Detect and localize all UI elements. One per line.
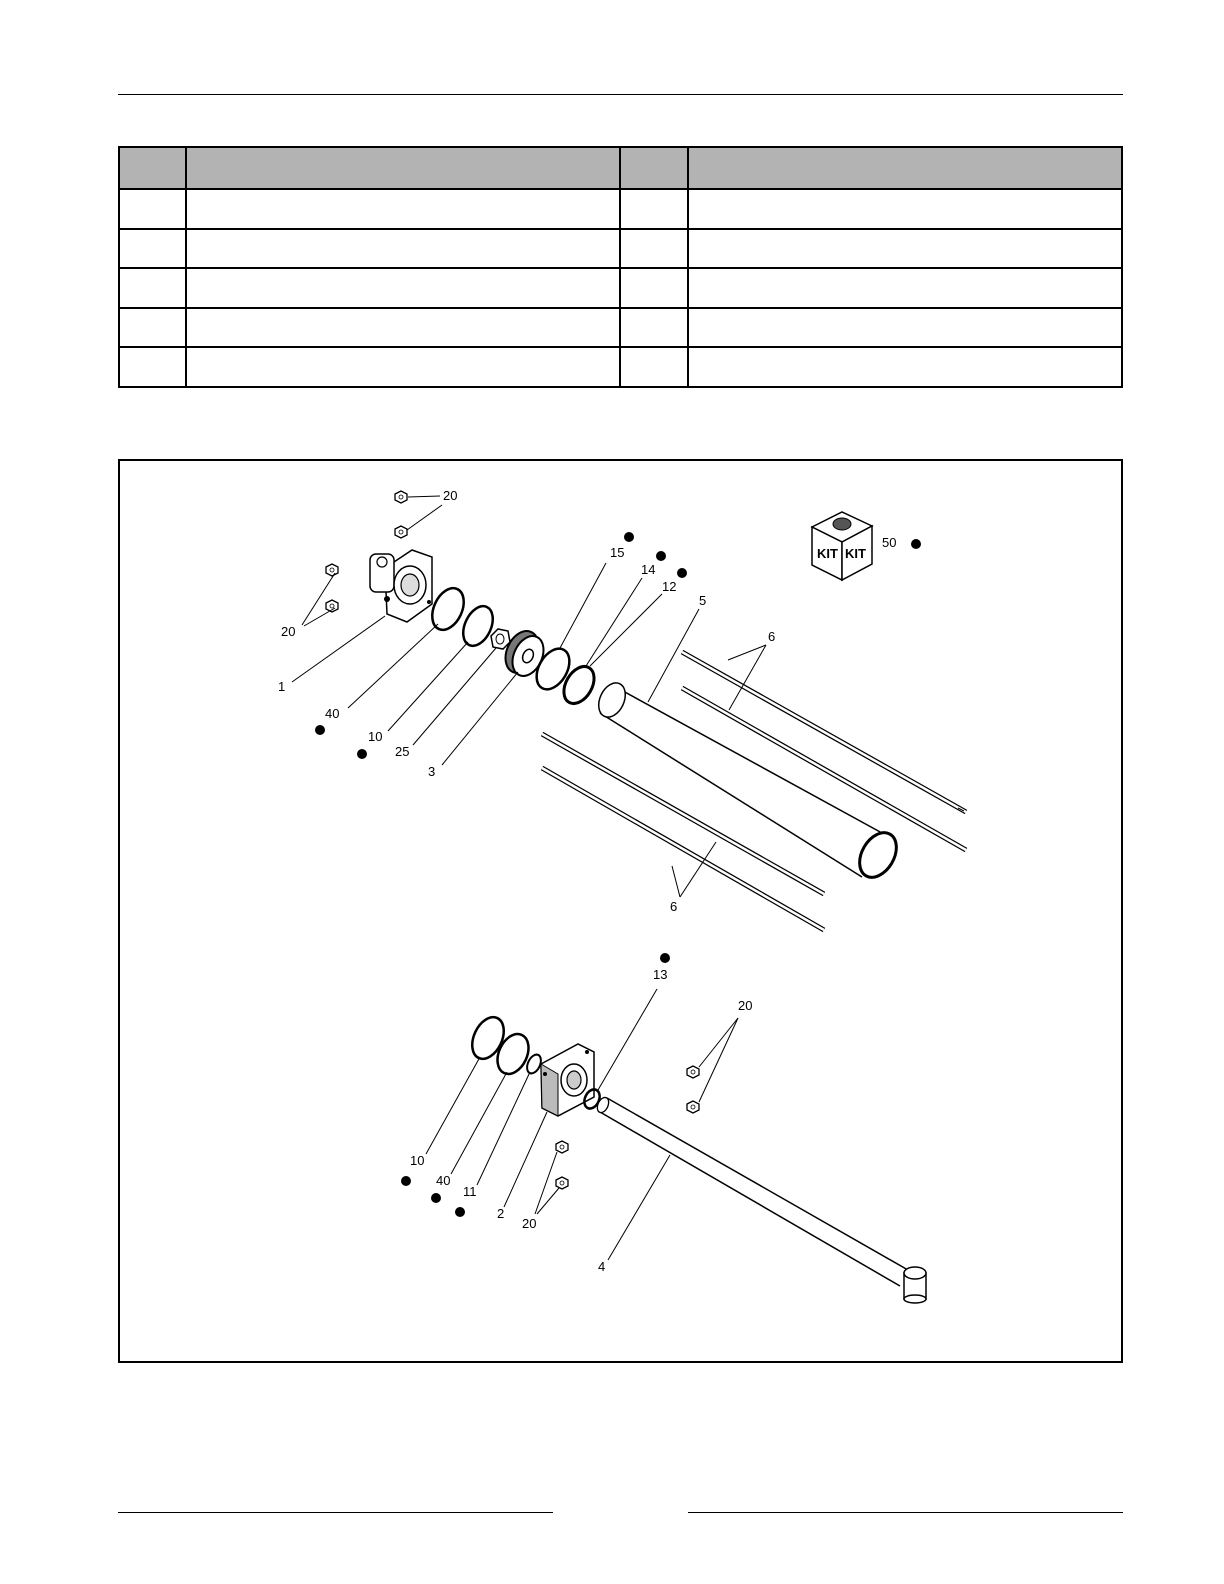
callout-1: 1	[278, 679, 286, 694]
hex-nut-icon	[326, 564, 338, 576]
callout-4: 4	[598, 1259, 606, 1274]
seal-marker-icon	[911, 539, 921, 549]
hex-nut-icon	[556, 1177, 568, 1189]
seal-marker-icon	[656, 551, 666, 561]
table-row	[119, 268, 1122, 308]
seal-marker-icon	[660, 953, 670, 963]
seal-12	[558, 661, 601, 709]
table-cell	[620, 308, 688, 348]
table-cell	[186, 229, 620, 269]
table-cell	[119, 347, 186, 387]
footer-rule-left	[118, 1512, 553, 1513]
footer-rule-right	[688, 1512, 1123, 1513]
table-cell	[688, 308, 1122, 348]
table-cell	[186, 308, 620, 348]
hex-nut-icon	[395, 526, 407, 538]
seal-marker-icon	[401, 1176, 411, 1186]
table-cell	[119, 308, 186, 348]
kit-label-right: KIT	[845, 546, 866, 561]
callout-13: 13	[653, 967, 668, 982]
tie-rod-top-upper	[682, 652, 966, 812]
callout-50: 50	[882, 535, 897, 550]
table-cell	[688, 229, 1122, 269]
hex-nut-icon	[687, 1066, 699, 1078]
hex-nut-icon	[395, 491, 407, 503]
parts-table	[118, 146, 1123, 388]
table-cell	[688, 268, 1122, 308]
table-header-cell	[688, 147, 1122, 189]
callout-14: 14	[641, 562, 656, 577]
table-cell	[688, 189, 1122, 229]
callout-20: 20	[522, 1216, 537, 1231]
callout-3: 3	[428, 764, 436, 779]
table-cell	[620, 268, 688, 308]
kit-label-left: KIT	[817, 546, 838, 561]
callout-20: 20	[738, 998, 753, 1013]
tie-rod-bottom-lower	[542, 768, 824, 930]
callout-40: 40	[325, 706, 340, 721]
table-cell	[119, 268, 186, 308]
callout-12: 12	[662, 579, 677, 594]
table-row	[119, 229, 1122, 269]
callout-20: 20	[443, 488, 458, 503]
callout-6: 6	[768, 629, 776, 644]
callout-40: 40	[436, 1173, 451, 1188]
table-header-cell	[620, 147, 688, 189]
callout-25: 25	[395, 744, 410, 759]
callout-6: 6	[670, 899, 678, 914]
tie-rod-bottom-upper	[542, 734, 824, 894]
o-ring-10-bottom	[466, 1012, 510, 1064]
table-cell	[620, 229, 688, 269]
table-header-row	[119, 147, 1122, 189]
callout-20: 20	[281, 624, 296, 639]
seal-marker-icon	[624, 532, 634, 542]
callout-2: 2	[497, 1206, 505, 1221]
table-cell	[186, 268, 620, 308]
piston-rod-4	[595, 1096, 926, 1303]
table-cell	[186, 189, 620, 229]
locknut-25	[491, 629, 510, 649]
seal-marker-icon	[357, 749, 367, 759]
table-cell	[119, 229, 186, 269]
hex-nut-icon	[556, 1141, 568, 1153]
table-row	[119, 189, 1122, 229]
seal-marker-icon	[431, 1193, 441, 1203]
kit-box-icon	[812, 512, 872, 580]
hex-nut-icon	[687, 1101, 699, 1113]
callout-15: 15	[610, 545, 625, 560]
table-row	[119, 347, 1122, 387]
hydraulic-cylinder-diagram	[120, 461, 1121, 1361]
table-cell	[688, 347, 1122, 387]
callout-10: 10	[410, 1153, 425, 1168]
seal-marker-icon	[677, 568, 687, 578]
table-header-cell	[119, 147, 186, 189]
table-cell	[620, 189, 688, 229]
callout-10: 10	[368, 729, 383, 744]
header-rule	[118, 94, 1123, 95]
tie-rod-top-lower	[682, 688, 966, 850]
table-header-cell	[186, 147, 620, 189]
seal-marker-icon	[455, 1207, 465, 1217]
base-end-cap	[370, 550, 432, 622]
leader-lines-bottom	[426, 989, 738, 1260]
seal-marker-icon	[315, 725, 325, 735]
callout-5: 5	[699, 593, 707, 608]
table-cell	[620, 347, 688, 387]
exploded-view-figure	[118, 459, 1123, 1363]
table-cell	[186, 347, 620, 387]
callout-11: 11	[463, 1184, 477, 1199]
table-cell	[119, 189, 186, 229]
table-row	[119, 308, 1122, 348]
